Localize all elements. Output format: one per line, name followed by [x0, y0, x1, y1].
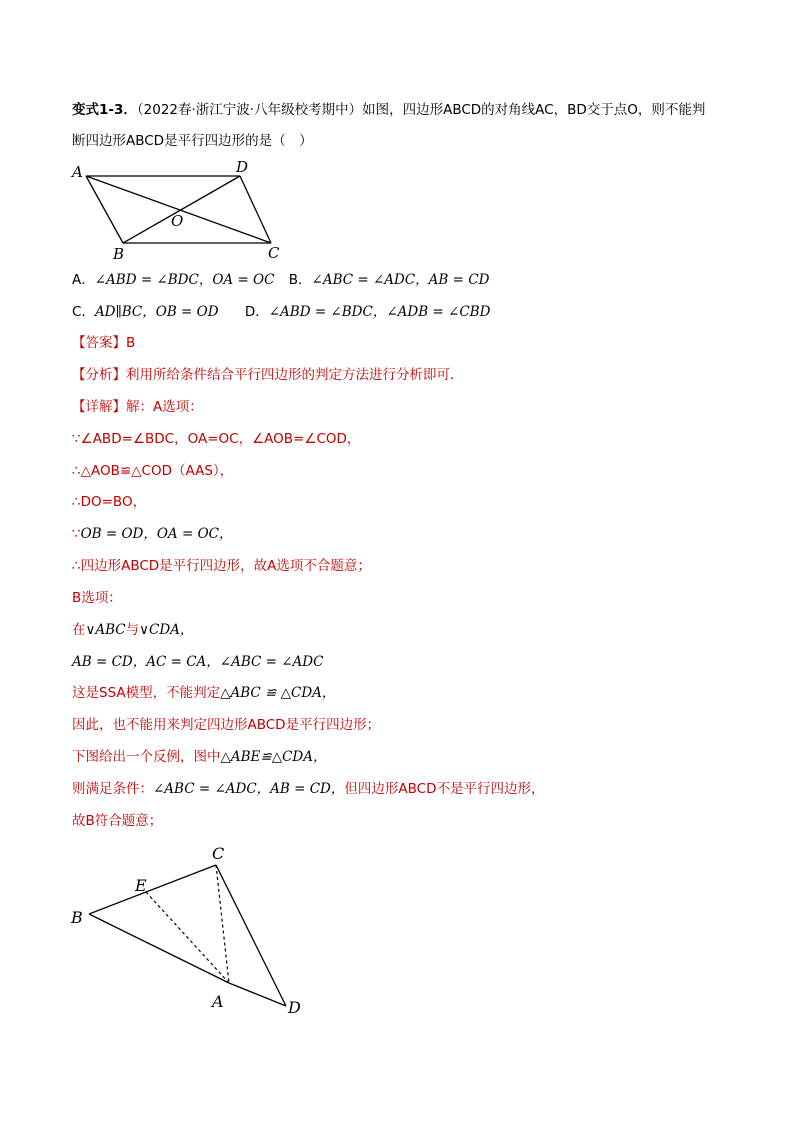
detail-b1-pre: 在	[72, 622, 86, 638]
fig1-label-d: D	[236, 158, 249, 176]
fig1-label-a: A	[72, 163, 83, 181]
detail-text-3: ∴DO=BO，	[72, 494, 147, 510]
detail-b5-math: △ABE≌△CDA，	[220, 749, 327, 765]
edge-ba	[89, 914, 229, 983]
fig2-label-c: C	[212, 844, 225, 863]
detail-b3-math: △ABC ≌ △CDA，	[220, 685, 336, 701]
detail-b-line-7	[72, 812, 162, 830]
edge-cd	[216, 865, 286, 1006]
figure-parallelogram	[60, 155, 300, 265]
detail-b3-pre: 这是SSA模型，不能判定	[72, 685, 221, 701]
analysis-line	[72, 366, 464, 384]
option-c-label: C．	[72, 304, 95, 320]
fig2-label-e: E	[135, 876, 147, 895]
edge-ad	[229, 983, 286, 1006]
problem-text-1: 如图，四边形ABCD的对角线AC，BD交于点O，则不能判	[362, 102, 706, 118]
dashed-ca	[216, 865, 229, 983]
diagonal-bd	[123, 176, 240, 243]
detail-b2-math: AB = CD，AC = CA，∠ABC = ∠ADC	[72, 654, 324, 670]
detail-b1-mid: 与	[125, 622, 140, 638]
dashed-ea	[146, 892, 229, 983]
problem-line-1	[72, 101, 705, 119]
detail-b-line-4	[72, 716, 380, 734]
option-b-label: B．	[288, 272, 312, 288]
option-a-label: A．	[72, 272, 95, 288]
analysis-text: 利用所给条件结合平行四边形的判定方法进行分析即可．	[126, 367, 464, 383]
option-c-text: AD∥BC，OB = OD	[94, 304, 219, 320]
fig1-label-c: C	[268, 244, 280, 262]
detail-b1-math-2: ∨CDA，	[139, 622, 194, 638]
detail-line-5	[72, 557, 371, 575]
detail-tag: 【详解】	[72, 399, 126, 415]
fig1-label-o: O	[171, 212, 184, 230]
problem-prefix: 变式1-3．	[72, 102, 137, 118]
answer-value: B	[126, 335, 136, 351]
detail-text-4-math: OB = OD，OA = OC，	[80, 526, 233, 542]
edge-ab	[86, 176, 123, 243]
option-a-text: ∠ABD = ∠BDC，OA = OC	[94, 272, 275, 288]
detail-b-line-6	[72, 780, 544, 798]
option-d-label: D．	[244, 304, 269, 320]
option-d-text: ∠ABD = ∠BDC，∠ADB = ∠CBD	[268, 304, 491, 320]
detail-b1-math-1: ∨ABC	[85, 622, 126, 638]
option-b-text: ∠ABC = ∠ADC，AB = CD	[311, 272, 490, 288]
detail-b6-math: ∠ABC = ∠ADC，AB = CD，	[153, 781, 345, 797]
problem-text-2: 断四边形ABCD是平行四边形的是（ ）	[72, 133, 313, 149]
problem-source: （2022春·浙江宁波·八年级校考期中）	[136, 102, 363, 118]
detail-text-2: ∴△AOB≌△COD（AAS），	[72, 463, 234, 479]
answer-tag: 【答案】	[72, 335, 126, 351]
detail-intro: 解：A选项：	[126, 399, 203, 415]
detail-text-5: ∴四边形ABCD是平行四边形，故A选项不合题意；	[72, 558, 371, 574]
edge-bc	[89, 865, 216, 914]
options-row-2	[72, 303, 490, 321]
diagonal-ac	[86, 176, 271, 243]
detail-line-1	[72, 430, 360, 448]
detail-b-head-line	[72, 589, 122, 607]
options-row-1	[72, 271, 489, 289]
detail-b-line-3	[72, 684, 335, 702]
detail-line-4	[72, 525, 232, 543]
detail-text-1: ∵∠ABD=∠BDC，OA=OC，∠AOB=∠COD，	[72, 431, 361, 447]
detail-line-3	[72, 493, 146, 511]
problem-line-2	[72, 132, 313, 150]
fig1-label-b: B	[113, 245, 125, 263]
detail-b-line-2	[72, 653, 323, 671]
analysis-tag: 【分析】	[72, 367, 126, 383]
detail-b6-post: 但四边形ABCD不是平行四边形，	[344, 781, 545, 797]
fig2-label-b: B	[71, 908, 83, 927]
detail-line-2	[72, 462, 233, 480]
detail-text-4-prefix: ∵	[72, 526, 81, 542]
detail-b-line-1	[72, 621, 193, 639]
detail-b-line-5	[72, 748, 327, 766]
fig2-label-d: D	[288, 998, 301, 1017]
detail-b5-pre: 下图给出一个反例，图中	[72, 749, 221, 765]
figure-counterexample	[60, 835, 320, 1025]
detail-intro-line	[72, 398, 203, 416]
answer-line	[72, 334, 135, 352]
detail-b7: 故B符合题意；	[72, 813, 163, 829]
fig2-label-a: A	[212, 992, 224, 1011]
detail-b6-pre: 则满足条件：	[72, 781, 153, 797]
detail-b-head: B选项：	[72, 590, 122, 606]
detail-b4: 因此，也不能用来判定四边形ABCD是平行四边形；	[72, 717, 381, 733]
